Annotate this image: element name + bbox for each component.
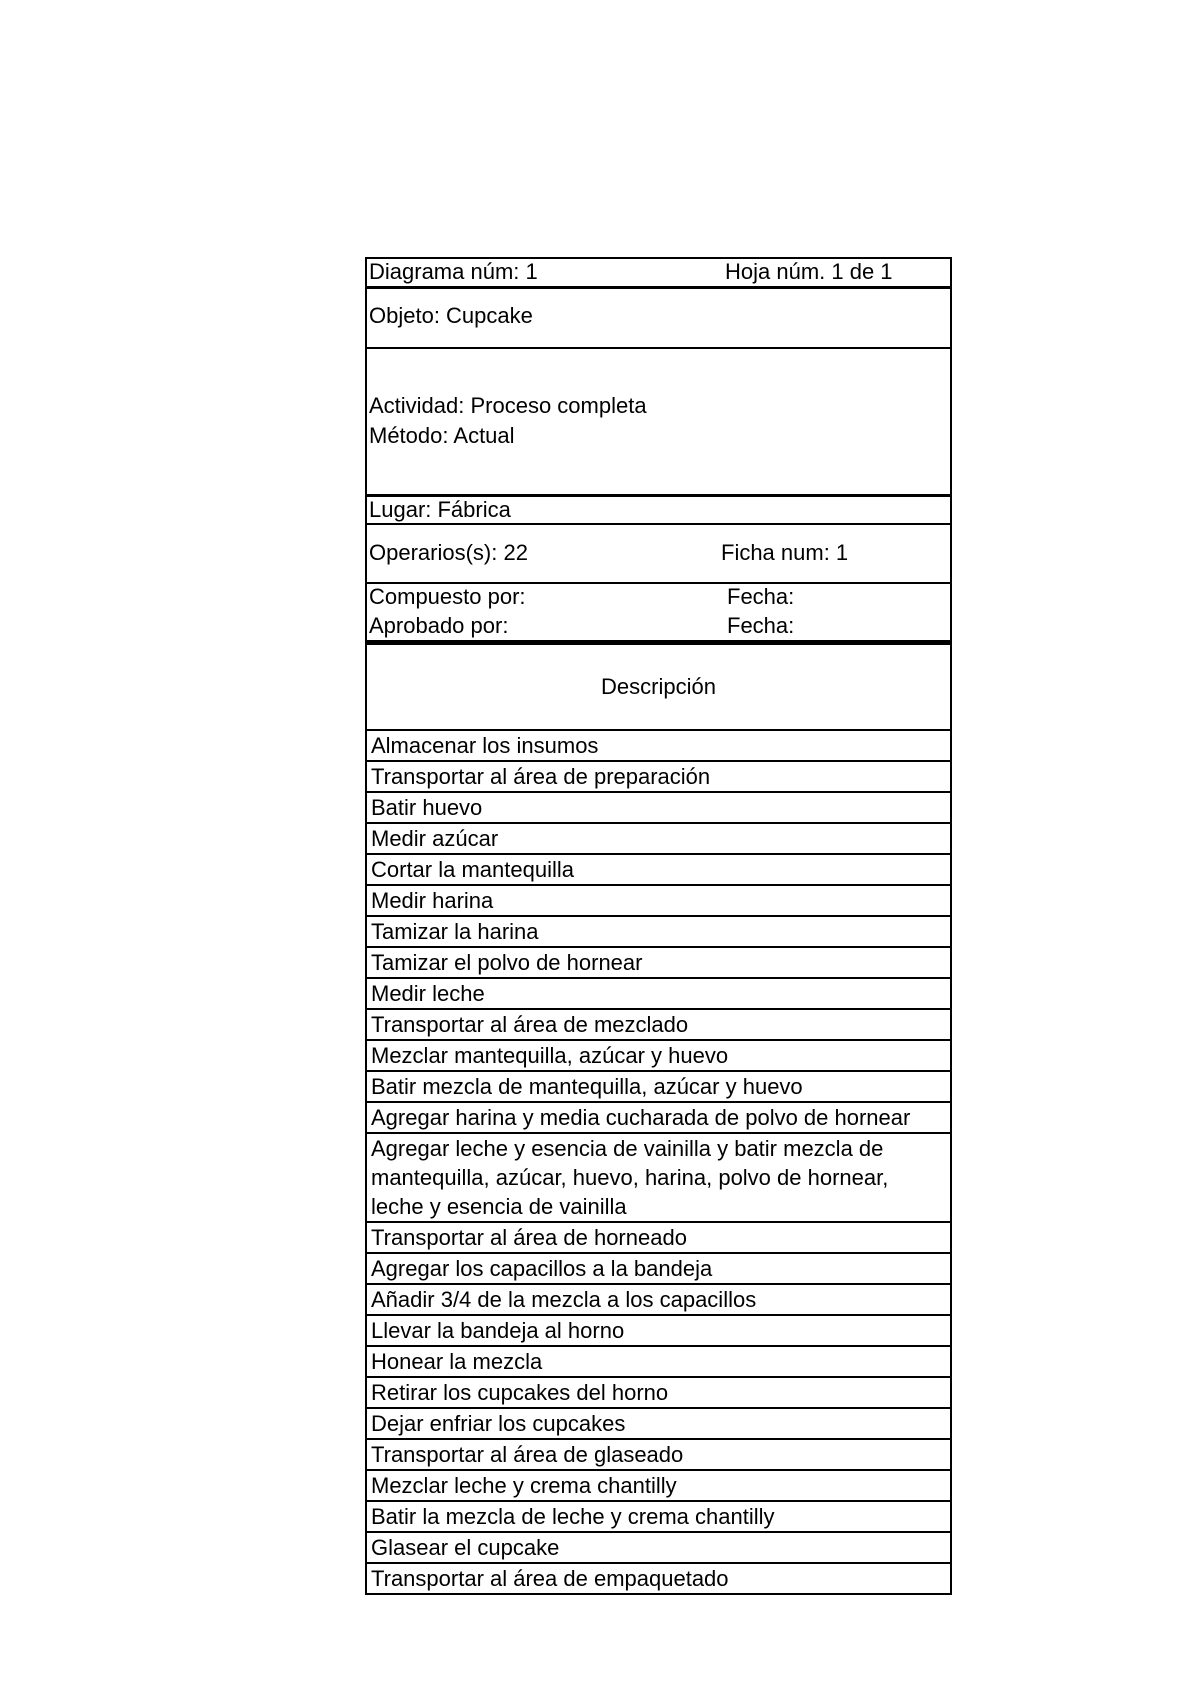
row-description: Cortar la mantequilla — [366, 854, 951, 885]
row-description: Honear la mezcla — [366, 1346, 951, 1377]
table-row — [366, 1346, 1051, 1377]
table-row — [366, 1532, 1051, 1563]
process-chart-sheet — [365, 257, 1052, 1595]
table-row — [366, 1133, 1051, 1222]
table-row — [366, 1377, 1051, 1408]
row-description: Agregar leche y esencia de vainilla y batir mezcla de mantequilla, azúcar, huevo, harina, polvo de hornear, leche y esencia de vainilla — [366, 1133, 951, 1222]
date-label-2: Fecha: — [727, 613, 795, 638]
place-label: Lugar: Fábrica — [369, 497, 511, 522]
diagram-number: Diagrama núm: 1 — [369, 259, 538, 284]
operators-label: Operarios(s): 22 — [369, 540, 528, 565]
table-row — [366, 730, 1051, 761]
row-description: Añadir 3/4 de la mezcla a los capacillos — [366, 1284, 951, 1315]
table-row — [366, 1222, 1051, 1253]
activity-label: Actividad: Proceso completa — [369, 393, 647, 418]
row-description: Agregar los capacillos a la bandeja — [366, 1253, 951, 1284]
row-description: Transportar al área de glaseado — [366, 1439, 951, 1470]
header-block — [365, 257, 1052, 643]
row-description: Mezclar leche y crema chantilly — [366, 1470, 951, 1501]
table-row — [366, 823, 1051, 854]
row-description: Transportar al área de horneado — [366, 1222, 951, 1253]
row-description: Llevar la bandeja al horno — [366, 1315, 951, 1346]
table-row — [366, 916, 1051, 947]
row-description: Batir mezcla de mantequilla, azúcar y huevo — [366, 1071, 951, 1102]
row-description: Dejar enfriar los cupcakes — [366, 1408, 951, 1439]
row-description: Tamizar el polvo de hornear — [366, 947, 951, 978]
table-row — [366, 885, 1051, 916]
table-header-row — [366, 644, 1051, 730]
record-number: Ficha num: 1 — [721, 540, 849, 565]
table-row — [366, 1439, 1051, 1470]
table-row — [366, 854, 1051, 885]
composed-by-label: Compuesto por: — [369, 584, 526, 609]
table-row — [366, 1102, 1051, 1133]
table-row — [366, 1040, 1051, 1071]
date-label-1: Fecha: — [727, 584, 795, 609]
table-row — [366, 1009, 1051, 1040]
sheet-number: Hoja núm. 1 de 1 — [725, 259, 893, 284]
table-row — [366, 1470, 1051, 1501]
row-description: Medir leche — [366, 978, 951, 1009]
table-row — [366, 1315, 1051, 1346]
table-row — [366, 978, 1051, 1009]
page-clip-area — [952, 257, 1200, 1597]
row-description: Glasear el cupcake — [366, 1532, 951, 1563]
table-row — [366, 1563, 1051, 1594]
row-description: Batir la mezcla de leche y crema chantilly — [366, 1501, 951, 1532]
row-description: Mezclar mantequilla, azúcar y huevo — [366, 1040, 951, 1071]
table-row — [366, 1253, 1051, 1284]
col-description-header: Descripción — [366, 644, 951, 730]
row-description: Transportar al área de mezclado — [366, 1009, 951, 1040]
object-label: Objeto: Cupcake — [369, 303, 533, 328]
row-description: Tamizar la harina — [366, 916, 951, 947]
table-row — [366, 1284, 1051, 1315]
row-description: Medir harina — [366, 885, 951, 916]
table-row — [366, 1408, 1051, 1439]
row-description: Medir azúcar — [366, 823, 951, 854]
table-row — [366, 792, 1051, 823]
row-description: Retirar los cupcakes del horno — [366, 1377, 951, 1408]
row-description: Transportar al área de empaquetado — [366, 1563, 951, 1594]
table-row — [366, 761, 1051, 792]
row-description: Almacenar los insumos — [366, 730, 951, 761]
table-row — [366, 1071, 1051, 1102]
table-row — [366, 947, 1051, 978]
table-row — [366, 1501, 1051, 1532]
row-description: Transportar al área de preparación — [366, 761, 951, 792]
process-table — [365, 643, 1052, 1595]
approved-by-label: Aprobado por: — [369, 613, 509, 638]
method-label: Método: Actual — [369, 423, 515, 448]
row-description: Batir huevo — [366, 792, 951, 823]
row-description: Agregar harina y media cucharada de polvo de hornear — [366, 1102, 951, 1133]
